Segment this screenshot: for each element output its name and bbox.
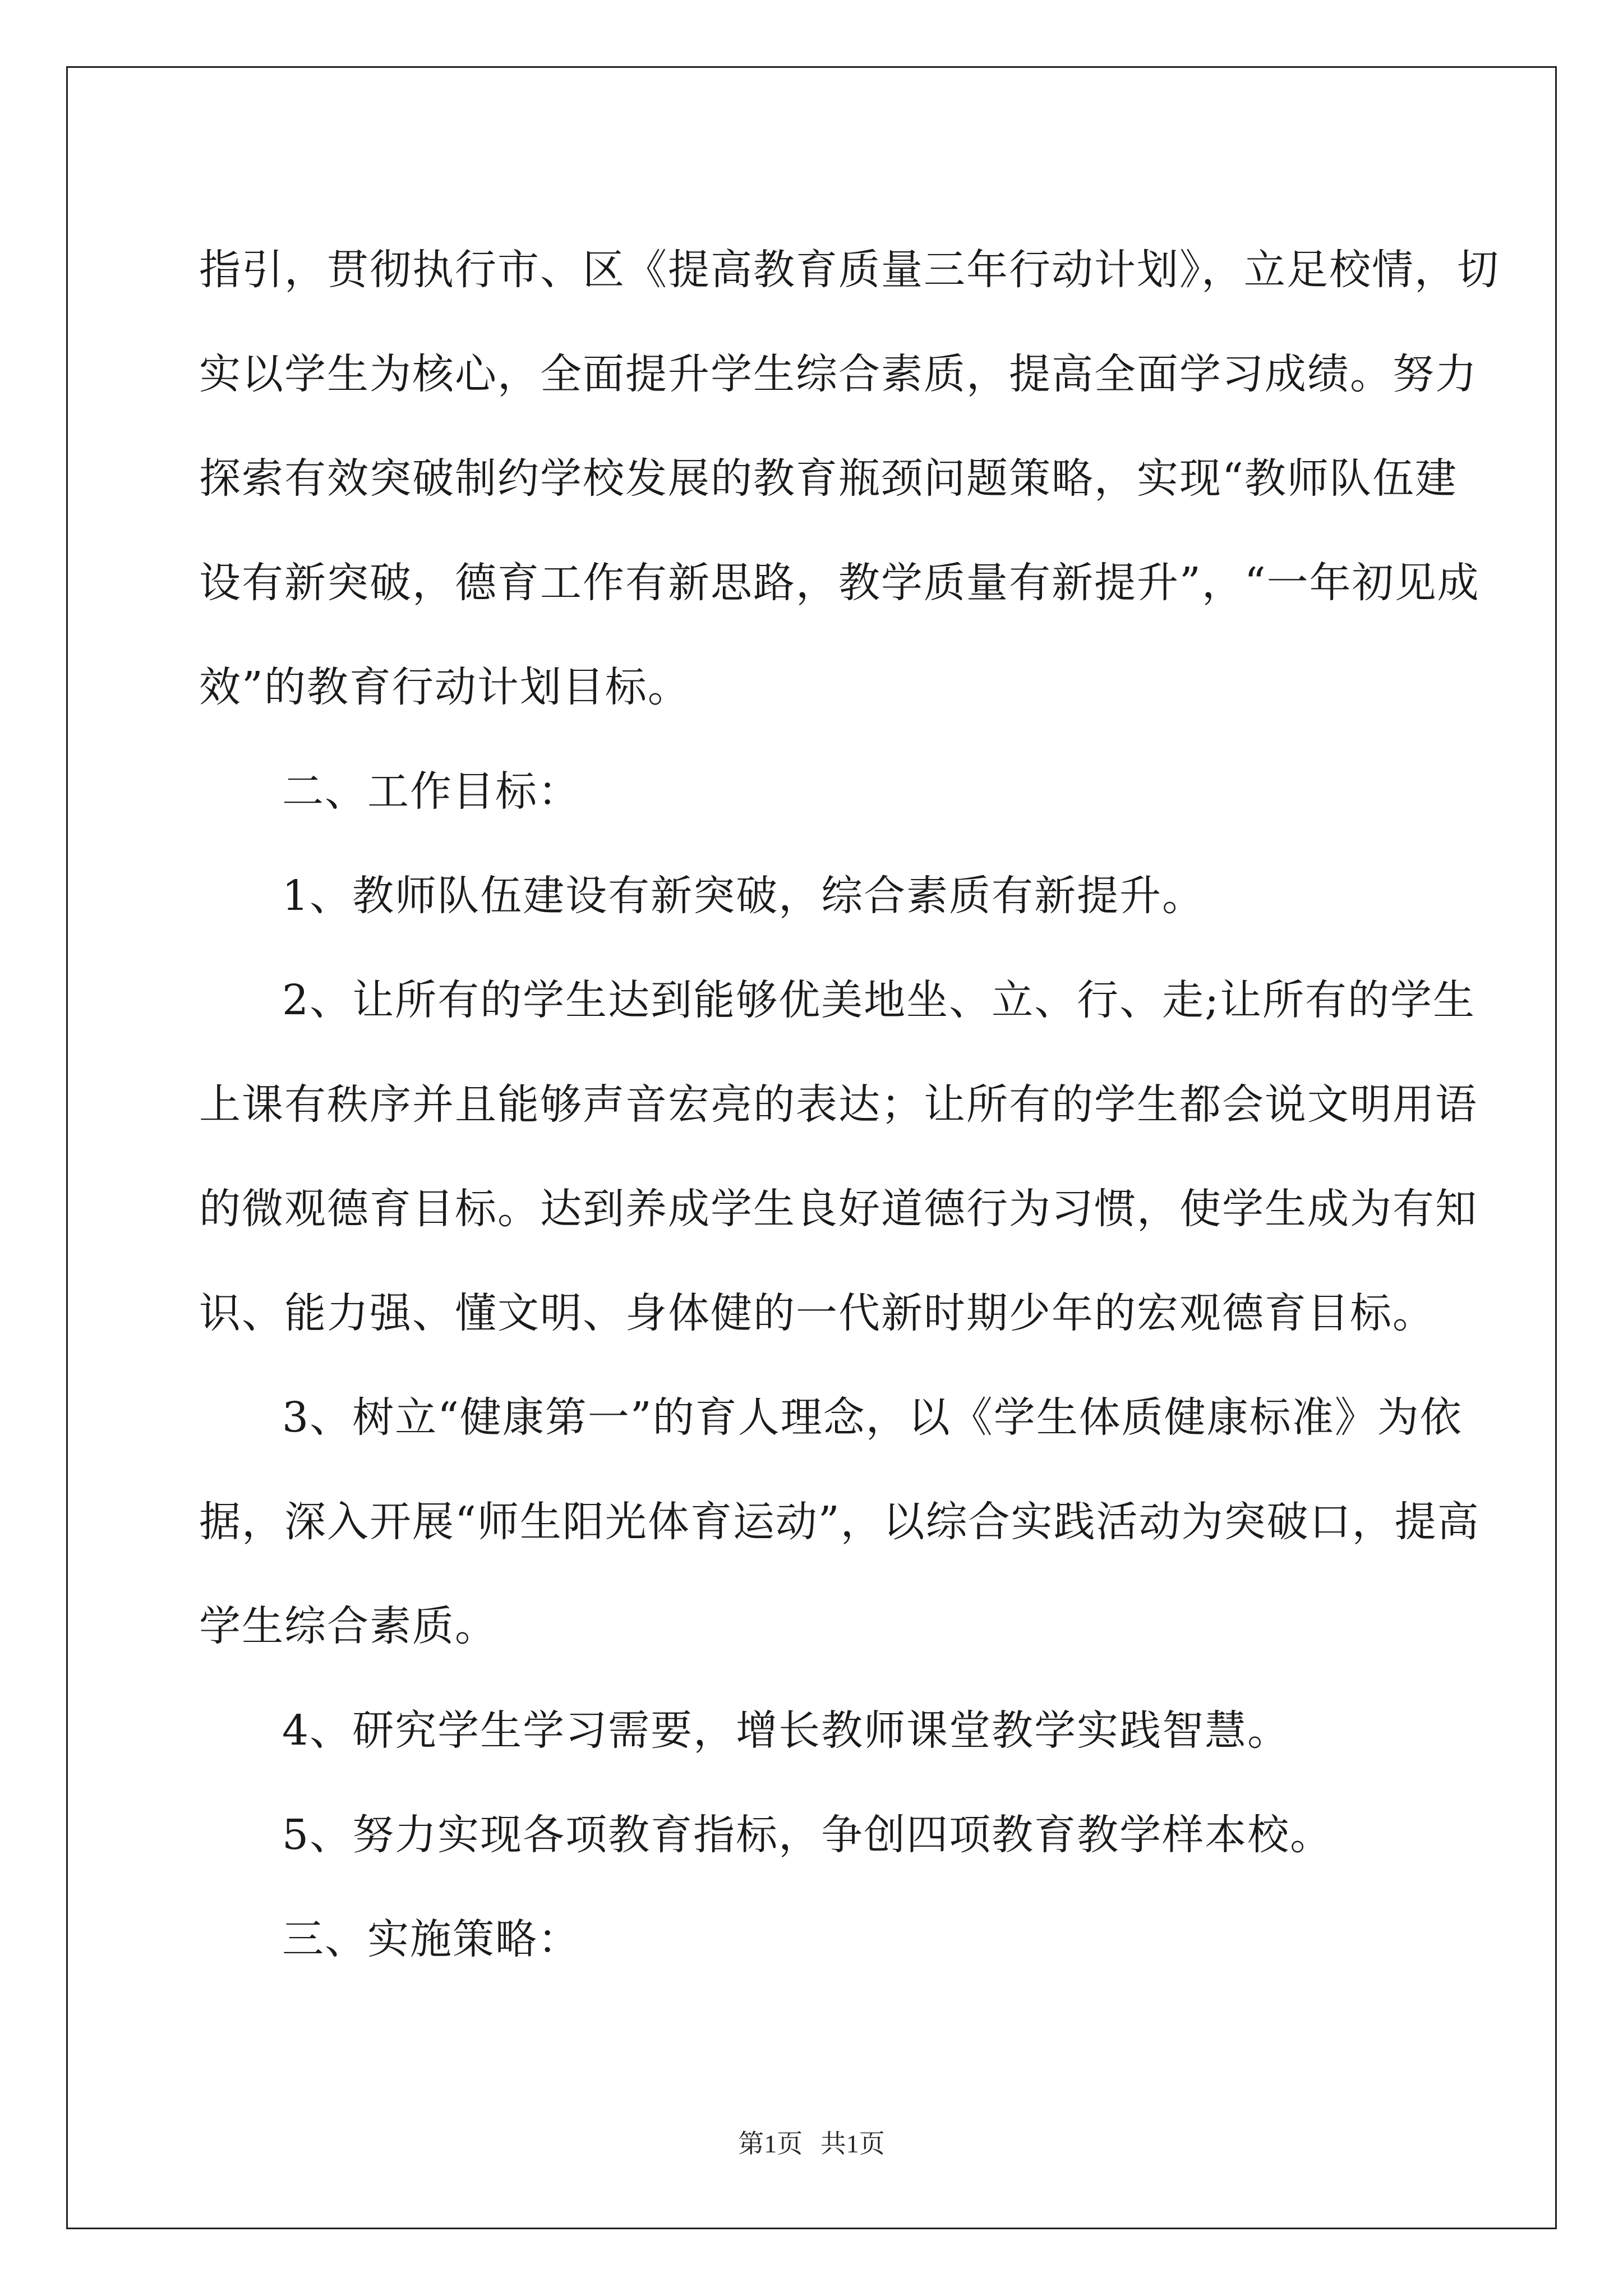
page-footer: [0, 2123, 1623, 2160]
text-line: 效”的教育行动计划目标。: [199, 663, 690, 711]
document-body: [199, 218, 1500, 1991]
text-line: 实以学生为核心，全面提升学生综合素质，提高全面学习成绩。努力: [199, 350, 1478, 398]
text-line: 探索有效突破制约学校发展的教育瓶颈问题策略，实现“教师队伍建: [199, 454, 1458, 503]
page-total: 共1页: [820, 2129, 885, 2158]
list-item: 5、努力实现各项教育指标，争创四项教育教学样本校。: [282, 1811, 1333, 1859]
list-item: 4、研究学生学习需要，增长教师课堂教学实践智慧。: [282, 1706, 1290, 1755]
text-line: 的微观德育目标。达到养成学生良好道德行为习惯，使学生成为有知: [199, 1185, 1478, 1233]
text-line: 学生综合素质。: [199, 1602, 497, 1650]
text-line: 上课有秩序并且能够声音宏亮的表达；让所有的学生都会说文明用语: [199, 1080, 1478, 1129]
page-number: 第1页: [738, 2129, 803, 2158]
list-item: 3、树立“健康第一”的育人理念，以《学生体质健康标准》为依: [282, 1393, 1463, 1442]
text-line: 据，深入开展“师生阳光体育运动”，以综合实践活动为突破口，提高: [199, 1498, 1480, 1546]
text-line: 指引，贯彻执行市、区《提高教育质量三年行动计划》，立足校情，切: [199, 246, 1500, 294]
text-line: 设有新突破，德育工作有新思路，教学质量有新提升”，“一年初见成: [199, 559, 1480, 607]
section-heading: 三、实施策略：: [282, 1915, 580, 1963]
section-heading: 二、工作目标：: [282, 767, 580, 816]
text-line: 识、能力强、懂文明、身体健的一代新时期少年的宏观德育目标。: [199, 1289, 1435, 1337]
list-item: 2、让所有的学生达到能够优美地坐、立、行、走;让所有的学生: [282, 976, 1476, 1024]
list-item: 1、教师队伍建设有新突破，综合素质有新提升。: [282, 872, 1205, 920]
